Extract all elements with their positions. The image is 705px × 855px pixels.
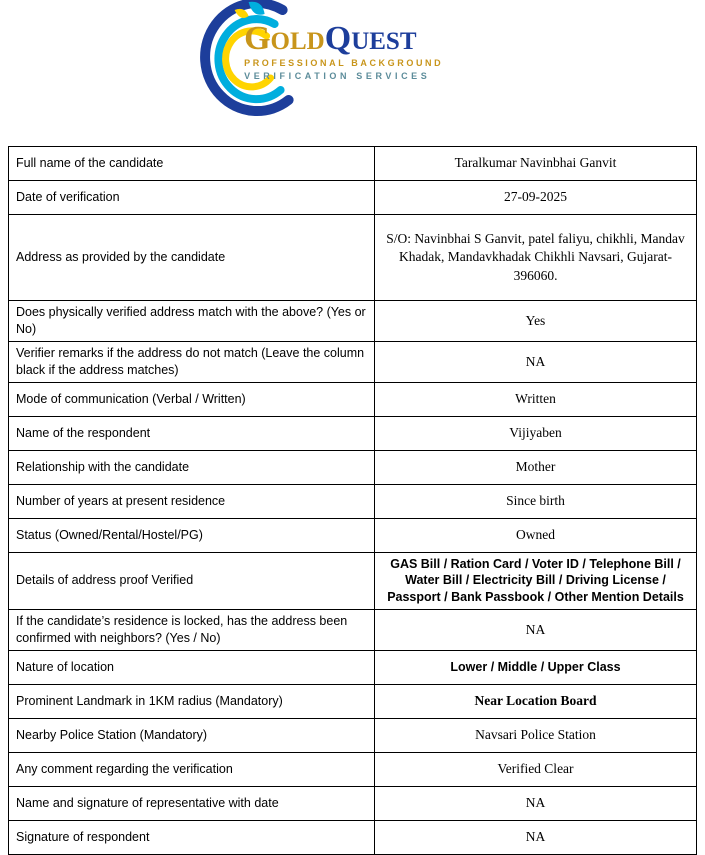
row-full-name [9,147,696,180]
field-value: Verified Clear [497,761,574,777]
field-value: S/O: Navinbhai S Ganvit, patel faliyu, chikhli, Mandav Khadak, Mandavkhadak Chikhli Navsari, Gujarat-396060. [386,231,685,283]
field-value: Lower / Middle / Upper Class [450,659,621,674]
field-label: Relationship with the candidate [9,451,375,484]
brand-uest: UEST [351,28,417,55]
field-label: Date of verification [9,181,375,214]
field-label: Nature of location [9,651,375,684]
row-address-match [9,300,696,341]
row-prominent-landmark [9,684,696,718]
row-verifier-remarks [9,341,696,382]
field-value: NA [525,353,546,369]
row-nature-of-location [9,650,696,684]
field-value: NA [525,621,546,637]
row-residence-locked [9,609,696,650]
field-value: 27-09-2025 [504,189,567,205]
field-label: If the candidate’s residence is locked, has the address been confirmed with neighbors? (Yes / No) [9,610,375,650]
field-label: Does physically verified address match with the above? (Yes or No) [9,301,375,341]
logo-tagline-2: VERIFICATION SERVICES [244,71,431,81]
field-value: GAS Bill / Ration Card / Voter ID / Telephone Bill / Water Bill / Electricity Bill / Driving License / Passport / Bank Passbook / Other Mention Details [387,556,684,605]
field-label: Details of address proof Verified [9,553,375,610]
row-nearby-police-station [9,718,696,752]
row-verification-comment [9,752,696,786]
row-relationship [9,450,696,484]
field-value: Near Location Board [474,693,597,709]
row-address [9,214,696,300]
row-address-proof [9,552,696,610]
row-respondent-name [9,416,696,450]
row-status [9,518,696,552]
field-label: Full name of the candidate [9,147,375,180]
logo-tagline-1: PROFESSIONAL BACKGROUND [244,58,444,68]
field-value: Navsari Police Station [475,727,596,743]
field-value: Owned [516,526,555,542]
field-label: Name of the respondent [9,417,375,450]
field-value: Written [515,390,556,406]
field-label: Any comment regarding the verification [9,753,375,786]
field-value: Mother [515,458,556,474]
field-label: Nearby Police Station (Mandatory) [9,719,375,752]
field-label: Verifier remarks if the address do not match (Leave the column black if the address matches) [9,342,375,382]
row-representative-signature [9,786,696,820]
field-value: NA [525,829,546,845]
field-label: Prominent Landmark in 1KM radius (Mandatory) [9,685,375,718]
field-value: Since birth [506,492,565,508]
field-value: Taralkumar Navinbhai Ganvit [454,155,617,171]
row-years-at-residence [9,484,696,518]
row-date-of-verification [9,180,696,214]
brand-letter-g: G [244,20,271,57]
brand-name [244,22,504,56]
verification-table [8,146,697,855]
field-label: Name and signature of representative with date [9,787,375,820]
logo-text [244,22,504,81]
field-label: Mode of communication (Verbal / Written) [9,383,375,416]
field-value: Yes [525,312,546,328]
header [0,0,705,120]
field-label: Number of years at present residence [9,485,375,518]
goldquest-logo [186,0,506,118]
brand-old: OLD [270,28,325,55]
row-respondent-signature [9,820,696,854]
brand-letter-q: Q [324,20,352,57]
row-mode-of-communication [9,382,696,416]
field-value: NA [525,795,546,811]
field-value: Vijiyaben [509,424,562,440]
field-label: Signature of respondent [9,821,375,854]
field-label: Status (Owned/Rental/Hostel/PG) [9,519,375,552]
field-label: Address as provided by the candidate [9,215,375,300]
